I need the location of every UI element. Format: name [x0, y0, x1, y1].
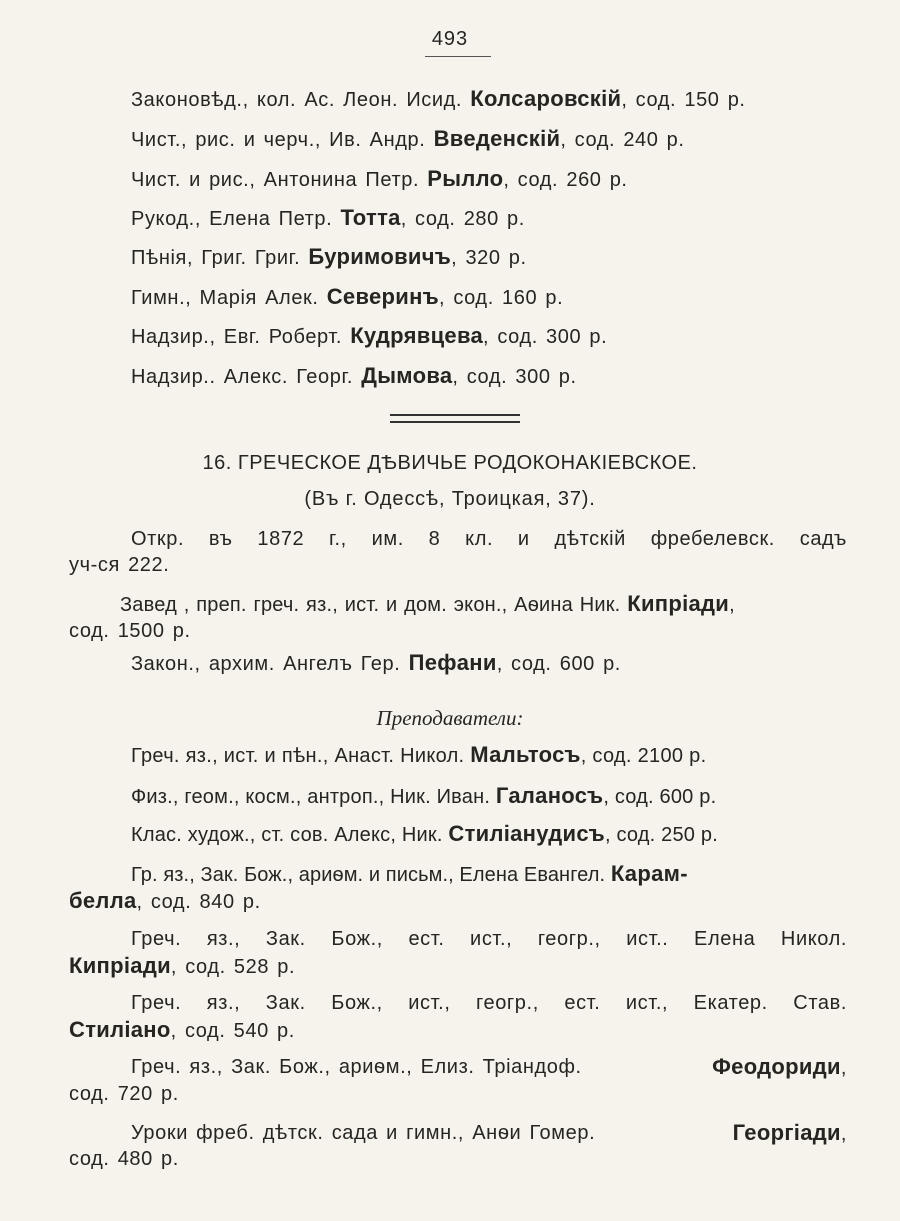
page-number: 493 — [431, 28, 469, 50]
head-mistress-salary: сод. 1500 р. — [69, 620, 191, 642]
page-number-rule — [425, 56, 491, 57]
staff-line: Надзир.. Алекс. Георг. Дымова, сод. 300 р. — [131, 363, 577, 388]
teacher-line-cont: белла, сод. 840 р. — [69, 888, 261, 913]
teacher-line: Греч. яз., Зак. Бож., ест. ист., геогр., ист.. Елена Никол. — [131, 928, 847, 950]
staff-line: Чист. и рис., Антонина Петр. Рылло, сод. 260 р. — [131, 166, 628, 191]
teacher-line: Греч. яз., ист. и пѣн., Анаст. Никол. Мальтосъ, сод. 2100 р. — [131, 742, 707, 767]
school-info-line: Откр. въ 1872 г., им. 8 кл. и дѣтскій фребелевск. садъ — [131, 528, 847, 550]
teacher-line-cont: сод. 720 р. — [69, 1083, 179, 1105]
teacher-line-cont: Стиліано, сод. 540 р. — [69, 1017, 295, 1042]
teacher-line: Гр. яз., Зак. Бож., ариѳм. и письм., Елена Евангел. Карам- — [131, 861, 688, 886]
school-info-line: уч-ся 222. — [69, 554, 170, 576]
staff-line: Гимн., Марія Алек. Северинъ, сод. 160 р. — [131, 284, 564, 309]
staff-line: Чист., рис. и черч., Ив. Андр. Введенскій, сод. 240 р. — [131, 126, 685, 151]
section-title: 16. ГРЕЧЕСКОЕ ДѢВИЧЬЕ РОДОКОНАКІЕВСКОЕ. — [202, 452, 698, 474]
staff-line: Надзир., Евг. Роберт. Кудрявцева, сод. 300 р. — [131, 323, 608, 348]
staff-line: Рукод., Елена Петр. Тотта, сод. 280 р. — [131, 205, 525, 230]
teacher-line-cont: сод. 480 р. — [69, 1148, 179, 1170]
teacher-line-cont: Кипріади, сод. 528 р. — [69, 953, 296, 978]
teacher-line: Греч. яз., Зак. Бож., ариѳм., Елиз. Тріандоф. Феодориди, — [131, 1054, 847, 1079]
staff-line: Пѣнія, Григ. Григ. Буримовичъ, 320 р. — [131, 244, 527, 269]
teacher-line: Физ., геом., косм., антроп., Ник. Иван. Галаносъ, сод. 600 р. — [131, 783, 717, 808]
law-teacher-line: Закон., архим. Ангелъ Гер. Пефани, сод. 600 р. — [131, 650, 621, 675]
teacher-line: Уроки фреб. дѣтск. сада и гимн., Анѳи Гомер. Георгіади, — [131, 1120, 847, 1145]
head-mistress-line: Завед , преп. греч. яз., ист. и дом. экон., Аѳина Ник. Кипріади, — [120, 591, 735, 616]
teacher-line: Греч. яз., Зак. Бож., ист., геогр., ест. ист., Екатер. Став. — [131, 992, 847, 1014]
staff-line: Законовѣд., кол. Ас. Леон. Исид. Колсаровскій, сод. 150 р. — [131, 86, 746, 111]
teacher-line: Клас. худож., ст. сов. Алекс, Ник. Стиліанудисъ, сод. 250 р. — [131, 821, 718, 846]
section-divider — [390, 414, 520, 423]
teachers-heading: Преподаватели: — [376, 706, 524, 730]
section-address: (Въ г. Одессѣ, Троицкая, 37). — [304, 488, 596, 510]
